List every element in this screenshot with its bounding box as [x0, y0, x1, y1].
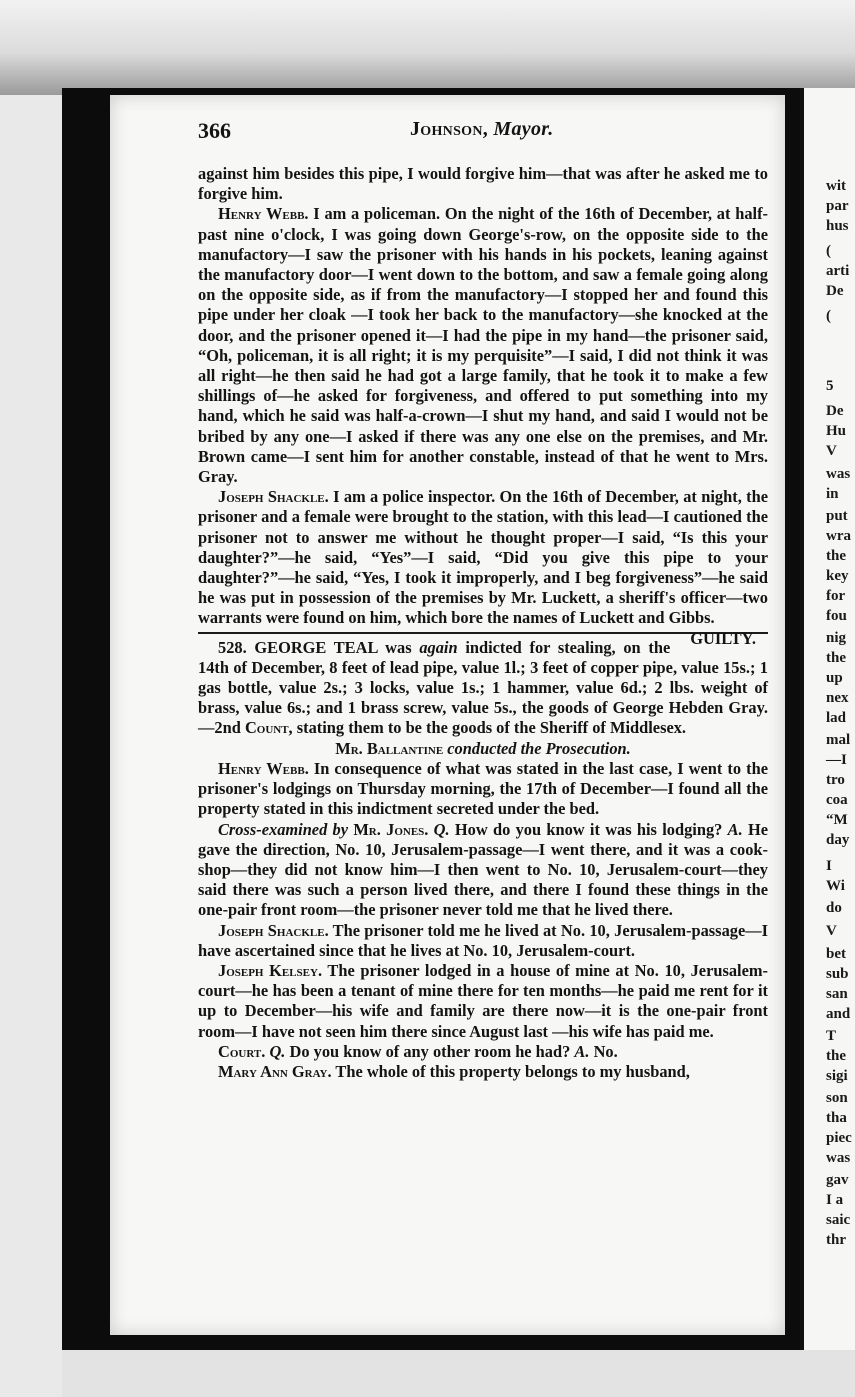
- verdict: GUILTY.: [690, 628, 756, 648]
- facing-page-fragment: hus: [826, 218, 849, 234]
- speaker-name: Joseph Kelsey.: [218, 960, 323, 980]
- question-text: How do you know it was his lodging?: [454, 819, 723, 839]
- running-head-office: Mayor.: [493, 118, 554, 140]
- facing-page-fragment: V: [826, 443, 837, 459]
- facing-page-fragment: san: [826, 986, 848, 1002]
- facing-page-fragment: V: [826, 923, 837, 939]
- facing-page-fragment: tha: [826, 1110, 847, 1126]
- case-again: again: [419, 637, 458, 657]
- speaker-name: Joseph Shackle.: [218, 487, 329, 507]
- facing-page-fragment: up: [826, 670, 843, 686]
- scanner-left-margin: [0, 95, 62, 1397]
- facing-page-fragment: tro: [826, 772, 845, 788]
- count-label: Count,: [244, 718, 293, 738]
- facing-page-edge: [800, 88, 855, 1350]
- cross-examined-label: Cross-examined by: [218, 819, 349, 839]
- indictment-paragraph: [198, 638, 768, 739]
- facing-page-fragment: lad: [826, 710, 847, 726]
- facing-page-fragment: and: [826, 1006, 851, 1022]
- facing-page-fragment: put: [826, 508, 848, 524]
- facing-page-fragment: fou: [826, 608, 847, 624]
- facing-page-fragment: gav: [826, 1172, 849, 1188]
- testimony-text: In consequence of what was stated in the last case, I went to the prisoner's lodgings on Thursday morning, the 17th of December—I found all the property stated in this indictment secreted under the bed.: [198, 758, 768, 819]
- testimony-text: The prisoner told me he lived at No. 10, Jerusalem-passage—I have ascertained since that he lives at No. 10, Jerusalem-court.: [198, 920, 768, 960]
- running-head-name: Johnson,: [410, 118, 489, 140]
- prosecution-line: [198, 739, 768, 759]
- facing-page-fragment: do: [826, 900, 842, 916]
- facing-page-fragment: sub: [826, 966, 849, 982]
- facing-page-fragment: I: [826, 858, 832, 874]
- case-heading: 528. GEORGE TEAL was: [218, 637, 412, 657]
- prosecutor-name: Mr. Ballantine: [335, 738, 444, 758]
- question-marker: Q.: [269, 1041, 286, 1061]
- facing-page-fragment: I a: [826, 1192, 844, 1208]
- scanner-top-margin: [0, 0, 855, 95]
- facing-page-fragment: piec: [826, 1130, 852, 1146]
- facing-page-fragment: arti: [826, 263, 850, 279]
- counsel-name: Mr. Jones.: [353, 819, 429, 839]
- facing-page-fragment: (: [826, 308, 831, 324]
- facing-page-fragment: was: [826, 466, 851, 482]
- facing-page-fragment: De: [826, 403, 844, 419]
- speaker-name: Joseph Shackle.: [218, 920, 329, 940]
- facing-page-fragment: Wi: [826, 878, 845, 894]
- page-number: 366: [198, 118, 231, 143]
- testimony-paragraph: [198, 961, 768, 1042]
- facing-page-fragment: bet: [826, 946, 846, 962]
- facing-page-fragment: saic: [826, 1212, 851, 1228]
- testimony-text: I am a police inspector. On the 16th of December, at night, the prisoner and a female were brought to the station, with this lead—I cautioned the prisoner not to answer me without he thought proper—I said, “Is this your daughter?”—he said, “Yes”—I said, “Did you give this pipe to your daughter?”—he said, “Yes, I took it improperly, and I beg forgiveness”—he said he was put in possession of the premises by Mr. Luckett, a sheriff's officer—two warrants were found on him, which bore the names of Luckett and Gibbs.: [198, 487, 768, 628]
- testimony-paragraph: [198, 204, 768, 487]
- court-question-paragraph: [198, 1042, 768, 1062]
- facing-page-fragment: was: [826, 1150, 851, 1166]
- facing-page-fragment: mal: [826, 732, 851, 748]
- speaker-name: Mary Ann Gray.: [218, 1061, 332, 1081]
- speaker-name: Court.: [218, 1041, 266, 1061]
- paragraph-text: against him besides this pipe, I would forgive him—that was after he asked me to forgive him.: [198, 164, 768, 204]
- testimony-paragraph: [198, 921, 768, 961]
- answer-text: No.: [593, 1041, 618, 1061]
- facing-page-fragment: in: [826, 486, 839, 502]
- facing-page-fragment: wra: [826, 528, 851, 544]
- running-head-title: [410, 118, 554, 141]
- facing-page-fragment: key: [826, 568, 849, 584]
- facing-page-fragment: the: [826, 548, 846, 564]
- facing-page-fragment: De: [826, 283, 844, 299]
- facing-page-fragment: T: [826, 1028, 837, 1044]
- indictment-text-end: stating them to be the goods of the Sheriff of Middlesex.: [296, 718, 687, 738]
- answer-marker: A.: [574, 1041, 590, 1061]
- facing-page-fragment: par: [826, 198, 849, 214]
- facing-page-fragment: for: [826, 588, 846, 604]
- facing-page-fragment: —I: [826, 752, 847, 768]
- testimony-text: The whole of this property belongs to my husband,: [335, 1061, 690, 1081]
- facing-page-fragment: “M: [826, 812, 848, 828]
- facing-page-fragment: sigi: [826, 1068, 848, 1084]
- facing-page-fragment: (: [826, 243, 831, 259]
- facing-page-fragment: Hu: [826, 423, 847, 439]
- facing-page-fragment: nig: [826, 630, 847, 646]
- question-marker: Q.: [433, 819, 450, 839]
- prosecution-note: conducted the Prosecution.: [447, 738, 631, 758]
- testimony-text: The prisoner lodged in a house of mine at No. 10, Jerusalem-court—he has been a tenant of mine there for ten months—he paid me rent for it up to December—his wife and family are there now—it is the one-pair front room—I have not seen him there since August last —his wife has paid me.: [198, 960, 768, 1041]
- answer-marker: A.: [727, 819, 743, 839]
- answer-text: He gave the direction, No. 10, Jerusalem-passage—I went there, and it was a cook-shop—they did not know him—I then went to No. 10, Jerusalem-court—they said there was such a person lived there, and there I found these things in the one-pair front room—the prisoner never told me that he lived there.: [198, 819, 768, 920]
- testimony-paragraph: [198, 1062, 768, 1082]
- scanner-bottom-margin: [62, 1350, 855, 1397]
- facing-page-fragment: day: [826, 832, 850, 848]
- cross-examination-paragraph: [198, 820, 768, 921]
- facing-page-fragment: nex: [826, 690, 849, 706]
- speaker-name: Henry Webb.: [218, 204, 309, 224]
- facing-page-fragment: thr: [826, 1232, 846, 1248]
- question-text: Do you know of any other room he had?: [289, 1041, 571, 1061]
- facing-page-fragment: coa: [826, 792, 848, 808]
- facing-page-fragment: the: [826, 650, 846, 666]
- testimony-paragraph: [198, 759, 768, 820]
- facing-page-fragment: wit: [826, 178, 846, 194]
- testimony-text: I am a policeman. On the night of the 16th of December, at half-past nine o'clock, I was going down George's-row, on the opposite side to the manufactory—I saw the prisoner with his hands in his pockets, leaning against the manufactory door—I went down to the bottom, and saw a female going along on the opposite side, as if from the manufactory—I stopped her and found this pipe under her cloak —I took her back to the manufactory—she knocked at the door, and the prisoner opened it—I had the pipe in my hand—the prisoner said, “Oh, policeman, it is all right; it is my perquisite”—I said, I did not think it was all right—he then said he had got a large family, that he took it to make a few shillings of—he asked for forgiveness, and offered to put something into my hand, which he said was half-a-crown—I shut my hand, and said I would not be bribed by any one—I asked if there was any one else on the premises, and Mr. Brown came—I sent him for another constable, instead of that he went to Mrs. Gray.: [198, 204, 768, 487]
- facing-page-fragment: 5: [826, 378, 834, 394]
- page-body: [198, 164, 768, 1082]
- facing-page-fragment: son: [826, 1090, 848, 1106]
- speaker-name: Henry Webb.: [218, 758, 309, 778]
- facing-page-fragment: the: [826, 1048, 846, 1064]
- indictment-text: indicted for stealing, on the 14th of December, 8 feet of lead pipe, value 1l.; 3 feet of copper pipe, value 15s.; 1 gas bottle, value 2s.; 3 locks, value 1s.; 1 hammer, value 6d.; 2 lbs. weight of brass, value 6s.; and 1 brass screw, value 5s., the goods of George Hebden Gray.—2nd: [198, 637, 768, 738]
- paragraph-continuation: [198, 164, 768, 204]
- running-head: [198, 118, 768, 144]
